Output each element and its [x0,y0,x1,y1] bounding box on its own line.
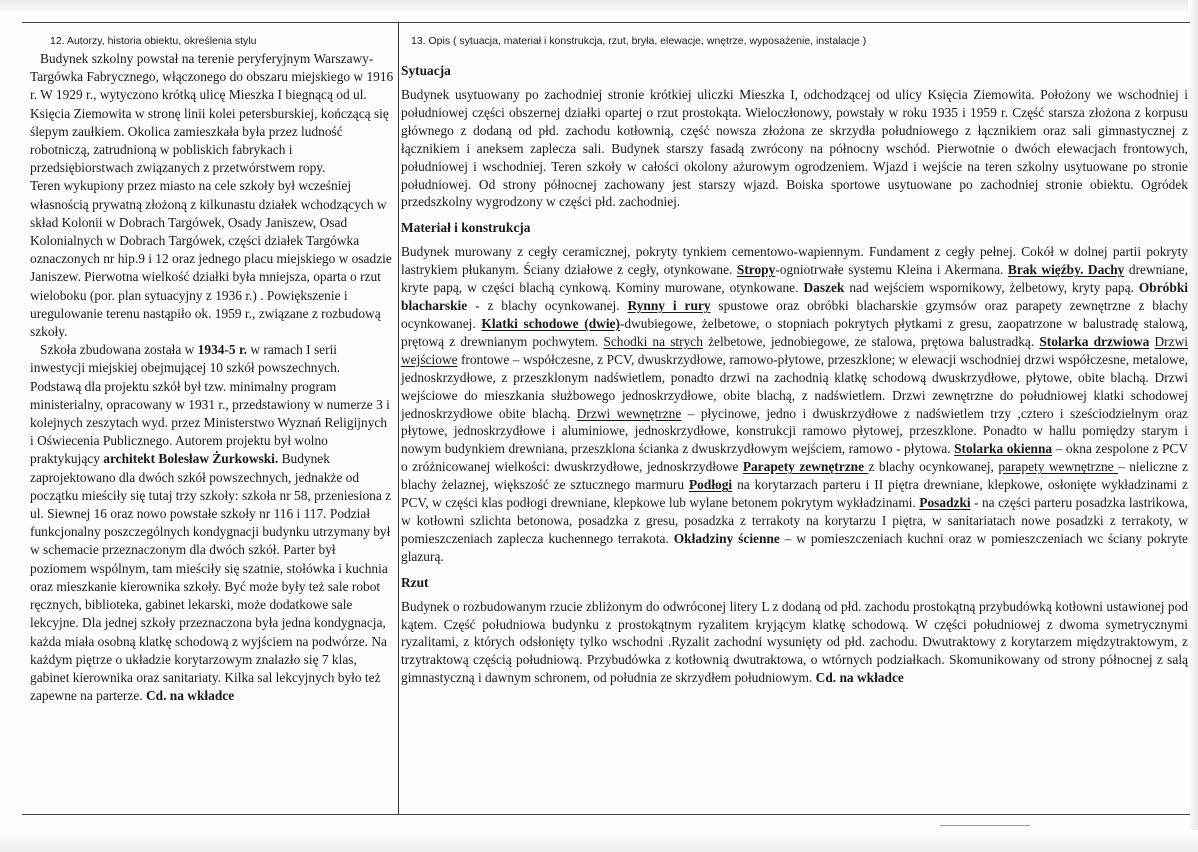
material-run: – płycinowe, jedno i dwuskrzydłowe z nadświetlem trzy ,cztero i sześciodzielnym oraz płytowe, jednoskrzydłowe i aluminiowe, jednoskrzydłowe, konstrukcji ramowo płytowej, przeszklone. Ponadto w hallu pomiędzy starym i nowym budynkiem drewniana, przeszklona ścianka z dwuskrzydłowym wejściem, ramowo - płytowa. [401,405,1189,457]
material-text [401,243,1188,565]
material-run: na korytarzach parteru i II piętra drewniane, klepkowe, osłonięte wykładzinami z PCV, w części klas podłogi drewniane, klepkowe lub wylane betonem pokrytym wykładzinami. [401,477,1188,511]
material-run: nad wejściem wspornikowy, żelbetowy, kryty papą. [844,280,1139,296]
table-border-bottom [22,814,1190,815]
term-posadzki: Posadzki [919,495,971,511]
section-13-header: 13. Opis ( sytuacja, materiał i konstrukcja, rzut, bryła, elewacje, wnętrze, wyposażenie, instalacje ) [411,35,867,47]
architect-name: architekt Bolesław Żurkowski. [103,451,279,467]
material-run: -ogniotrwałe systemu Kleina i Akermana. [775,262,1008,278]
section-title-rzut: Rzut [401,574,429,590]
term-daszek: Daszek [803,280,845,296]
material-run: frontowe – współczesne, z PCV, dwuskrzydłowe, ramowo-płytowe, przeszklone; w elewacji wschodniej drzwi współczesne, metalowe, jednoskrzydłowe, z przeszklonym nadświetlem, ponadto drzwi na zachodnią klatkę schodową dwuskrzydłowe, płytowe, obite blachą. Drzwi wejściowe do mieszkania służbowego jednoskrzydłowe, obite blachą, z nadświetlem. Drzwi zewnętrzne do południowej klatki schodowej jednoskrzydłowe obite blachą. [401,351,1188,421]
continued-note: Cd. na wkładce [815,670,904,686]
material-run: – okna zespolone z PCV o zróżnicowanej wielkości: dwuskrzydłowe, jednoskrzydłowe [401,441,1188,475]
material-run: żelbetowe, jednobiegowe, ze stalowa, prętowa balustradką. [702,333,1040,349]
term-dachy: Brak więźby. Dachy [1007,262,1125,278]
history-paragraph-2: Teren wykupiony przez miasto na cele szkoły był wcześniej własnością prywatną złożoną z kilkunastu działek wchodzących w skład Kolonii w Dobrach Targówek, Osady Janiszew, Osad Kolonialnych w Dobrach Targówek, części działek Targówka oznaczonych nr hip.9 i 12 oraz jednego placu miejskiego w osadzie Janiszew. Pierwotna wielkość działki była mniejsza, oparta o rzut wieloboku (por. plan sytuacyjny z 1936 r.) . Powiększenie i uregulowanie terenu nastąpiło ok. 1959 r., związane z rozbudową szkoły. [30,178,392,340]
scan-edge-right [1188,0,1198,852]
material-run: - z blachy ocynkowanej. [467,298,628,314]
term-obrobki: Obróbki blacharskie [401,280,1188,314]
history-paragraph-3 [30,341,394,705]
material-run: - na części parteru posadzka lastrikowa, w kotłowni szlichta betonowa, posadzka z gresu, posadzka z terrakoty na korytarzu I piętra, w sanitariatach nowe posadzki z terrakoty, w pomieszczeniach zaplecza kuchennego terrakota. [401,495,1188,546]
column-divider [398,22,399,814]
term-rynny: Rynny i rury [627,298,711,314]
construction-date: 1934-5 r. [197,342,248,358]
term-klatki: Klatki schodowe (dwie) [481,315,620,331]
term-okladziny: Okładziny ścienne [673,530,780,546]
section-12-header: 12. Autorzy, historia obiektu, określenia stylu [50,35,257,47]
term-stolarka-okienna: Stolarka okienna [954,441,1053,457]
rzut-text [401,598,1188,688]
material-run: spustowe oraz obróbki blacharskie gzymsów oraz parapety zewnętrzne z blachy ocynkowanej. [401,298,1188,331]
history-text [30,50,394,705]
history-column [30,34,394,705]
section-title-sytuacja: Sytuacja [401,63,451,78]
table-border-top [22,22,1190,23]
material-run: – w pomieszczeniach kuchni oraz w pomieszczeniach wc ściany pokryte glazurą. [401,530,1188,564]
term-drzwi-wewnetrzne: Drzwi wewnętrzne [576,405,682,421]
sytuacja-text: Budynek usytuowany po zachodniej stronie krótkiej uliczki Mieszka I, odchodzącej od ulicy Księcia Ziemowita. Położony we wschodniej i południowej części obszernej działki opartej o rzut prostokąta. Wieloczłonowy, powstały w roku 1935 i 1959 r. Część starsza złożona z korpusu głównego z dodaną od płd. zachodu kotłownią, część nowsza złożona ze skrzydła południowego z łącznikiem oraz sali gimnastycznej z łącznikiem i aneksem zaplecza sali. Budynek starszy fasadą zwrócony na północny wschód. Pierwotnie o dwóch elewacjach frontowych, południowej i wschodniej. Teren szkoły w całości okolony ażurowym ogrodzeniem. Wjazd i wejście na teren szkolny usytuowane po stronie południowej. Od strony północnej zachowany jest starszy wjazd. Boiska sportowe usytuowane po zachodniej stronie obiektu. Ogródek przedszkolny wygrodzony w części płd. zachodniej. [401,87,1188,210]
term-parapety-zewnetrzne: Parapety zewnętrzne [742,459,869,475]
term-stropy: Stropy [736,262,776,278]
material-run: – nieliczne z blachy żelaznej, większość ze sztucznego marmuru [401,459,1188,493]
term-schodki: Schodki na strych [603,333,703,349]
scan-edge-top [0,0,1198,14]
rzut-run: Budynek o rozbudowanym rzucie zbliżonym do odwróconej litery L z dodaną od płd. zachodu prostokątną przybudówką kotłowni ustawionej pod kątem. Część południowa budynku z prostokątnym ryzalitem kryjącym klatkę schodową. W części południowej z dwoma symetrycznymi ryzalitami, z których odsłonięty tylko wschodni .Ryzalit zachodni wysunięty od płd. zachodu. Dwutraktowy z korytarzem międzytraktowym, z trzytraktową częścią południową. Przybudówka z kotłownią dwutraktowa, o wtórnych podziałkach. Skomunikowany od strony północnej z salą gimnastyczną i dawnym schronem, od południa ze skrzydłem południowym. [401,598,1188,686]
material-run: -dwubiegowe, żelbetowe, o stopniach pokrytych płytkami z gresu, zaopatrzone w balustradę stalową, prętową z drewnianym pochwytem. [401,315,1188,349]
section-title-material: Materiał i konstrukcja [401,220,531,236]
scan-smudge [940,825,1030,826]
description-column [401,34,1188,687]
material-run: z blachy ocynkowanej, [868,459,999,475]
history-text-run: w ramach I serii inwestycji miejskiej obejmującej 10 szkół powszechnych. Podstawą dla projektu szkół był tzw. minimalny program ministerialny, opracowany w 1931 r., przedstawiony w numerze 3 i kolejnych zeszytach wyd. przez Ministerstwo Wyznań Religijnych i Oświecenia Publicznego. Autorem projektu był wolno praktykujący [30,342,390,467]
term-stolarka-drzwiowa: Stolarka drzwiowa [1039,333,1150,349]
history-paragraph-1: Budynek szkolny powstał na terenie peryferyjnym Warszawy-Targówka Fabrycznego, włączonego do obszaru miejskiego w 1916 r. W 1929 r., wytyczono krótką ulicę Mieszka I biegnącą od ul. Księcia Ziemowita w stronę linii kolei petersburskiej, kończącą się ślepym zaułkiem. Okolica zamieszkała była przez ludność robotniczą, zatrudnioną w pobliskich fabrykach i przedsiębiorstwach związanych z przetwórstwem ropy. [30,51,394,176]
history-text-run: Budynek zaprojektowano dla dwóch szkół powszechnych, jednakże od początku mieściły się tutaj trzy szkoły: szkoła nr 58, przeniesiona z ul. Siewnej 16 oraz nowo powstałe szkoły nr 116 i 117. Podział funkcjonalny poszczególnych kondygnacji budynku utrzymany był w schemacie przeznaczonym dla dwóch szkół. Parter był poziomem wspólnym, tam mieściły się szatnie, stołówka i kuchnia oraz mieszkanie kierownika szkoły. Być może były też sale robot ręcznych, biblioteka, gabinet lekarski, może dodatkowe sale lekcyjne. Dla jednej szkoły przeznaczona była jedna kondygnacja, każda miała osobną klatkę schodową z wyjściem na podwórze. Na każdym piętrze o układzie korytarzowym znalazło się 7 klas, gabinet kierownika oraz sanitariaty. Kilka sal lekcyjnych było też zapewne na parterze. [30,451,392,704]
term-parapety-wewnetrzne: parapety wewnętrzne [998,459,1119,475]
term-podlogi: Podłogi [689,477,733,493]
material-run: Budynek murowany z cegły ceramicznej, pokryty tynkiem cementowo-wapiennym. Fundament z cegły pełnej. Cokół w dolnej partii pokryty lastrykiem płukanym. Ściany działowe z cegły, otynkowane. [401,244,1188,278]
scan-edge-bottom [0,830,1198,852]
continued-note: Cd. na wkładce [145,688,235,704]
material-run: drewniane, kryte papą, w części blachą cynkową. Kominy murowane, otynkowane. [401,262,1188,296]
term-drzwi-wejsciowe: Drzwi wejściowe [401,333,1188,367]
history-text-run: Szkoła zbudowana została w [40,342,198,358]
